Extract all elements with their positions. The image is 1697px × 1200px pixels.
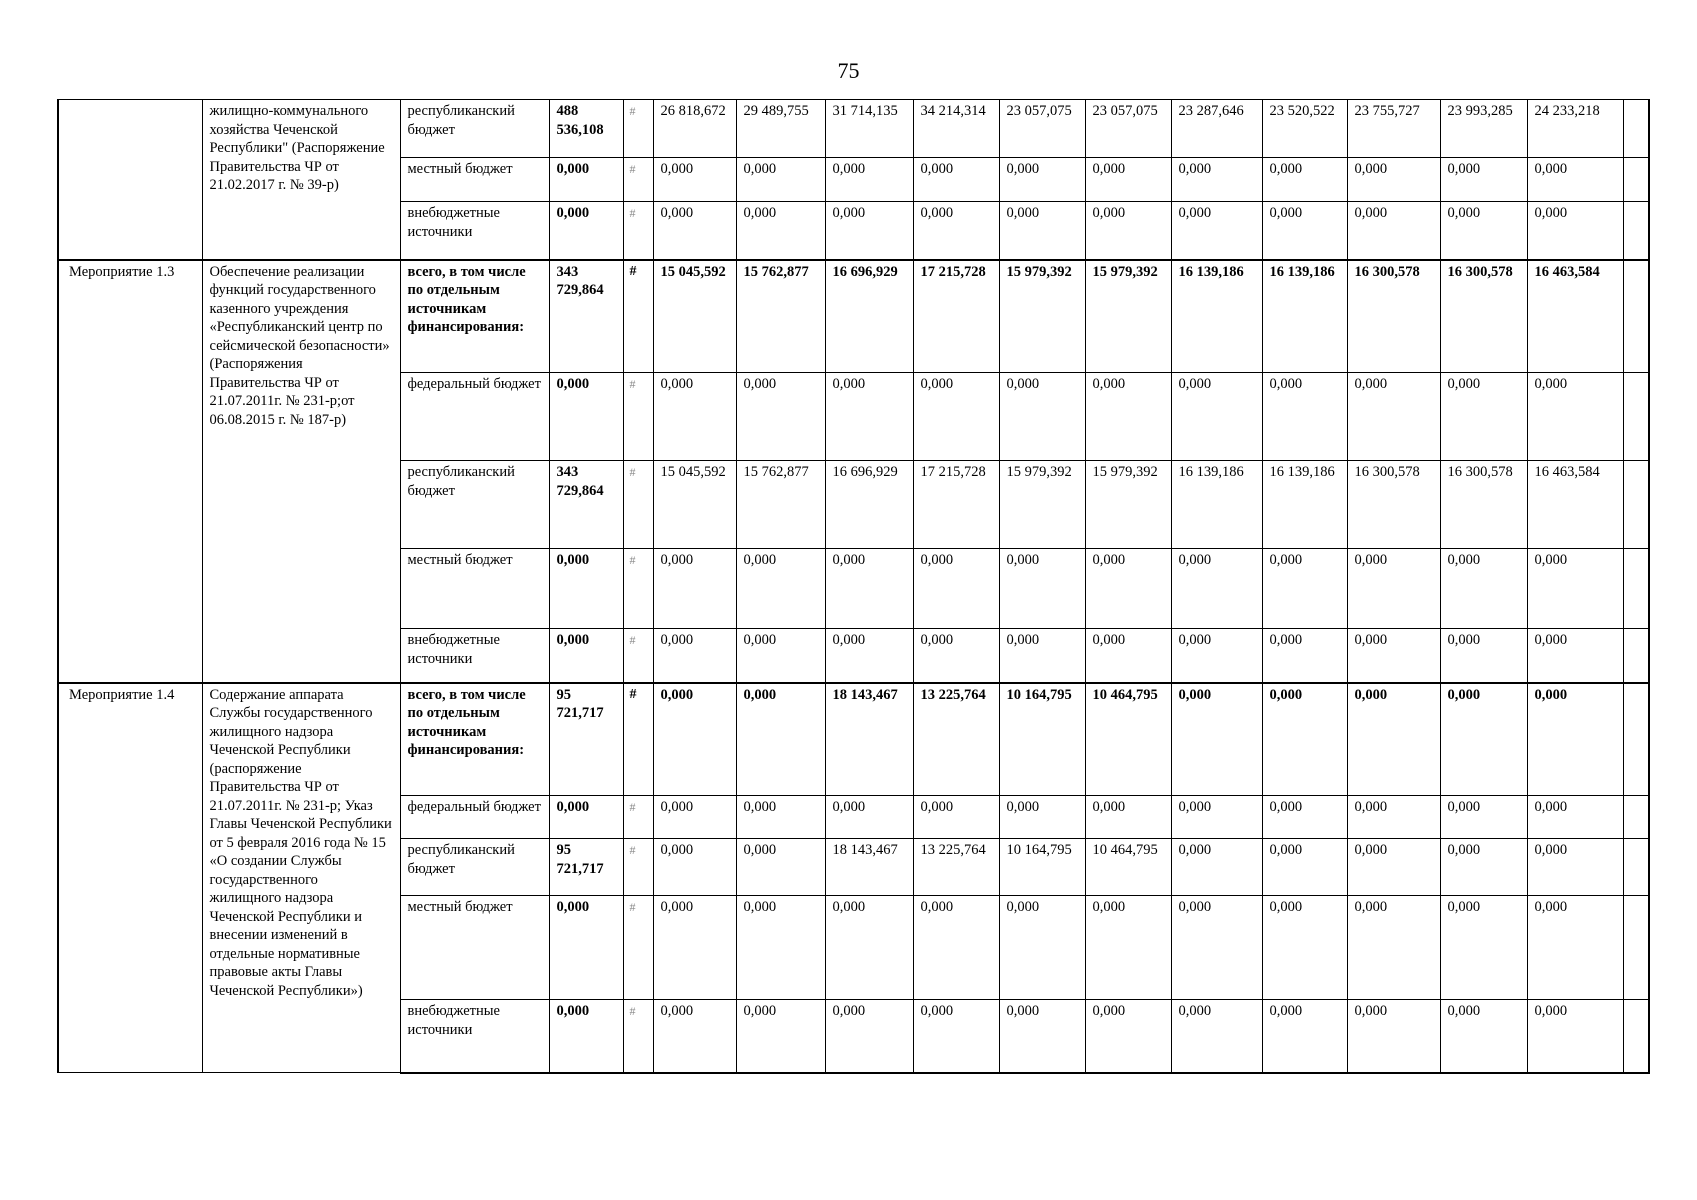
- description-cell: жилищно-коммунального хозяйства Чеченской Республики" (Распоряжение Правительства ЧР от 21.02.2017 г. № 39-р): [202, 100, 400, 260]
- value-cell: 0,000: [1527, 202, 1623, 260]
- value-cell: 0,000: [825, 158, 913, 202]
- value-cell: 0,000: [1085, 158, 1171, 202]
- value-cell: 0,000: [736, 1000, 825, 1073]
- hash-cell: #: [623, 796, 653, 839]
- value-cell: 23 287,646: [1171, 100, 1262, 158]
- empty-cell: [1623, 629, 1649, 683]
- value-cell: 16 300,578: [1347, 260, 1440, 373]
- value-cell: 0,000: [1347, 1000, 1440, 1073]
- total-cell: 0,000: [549, 373, 623, 461]
- value-cell: 23 057,075: [999, 100, 1085, 158]
- value-cell: 0,000: [913, 549, 999, 629]
- value-cell: 0,000: [1347, 202, 1440, 260]
- value-cell: 0,000: [999, 896, 1085, 1000]
- value-cell: 0,000: [1440, 373, 1527, 461]
- value-cell: 0,000: [736, 373, 825, 461]
- source-cell: федеральный бюджет: [400, 796, 549, 839]
- source-cell: республиканский бюджет: [400, 839, 549, 896]
- value-cell: 0,000: [1171, 683, 1262, 796]
- value-cell: 0,000: [825, 549, 913, 629]
- value-cell: 0,000: [1171, 839, 1262, 896]
- value-cell: 0,000: [1527, 796, 1623, 839]
- value-cell: 16 300,578: [1440, 260, 1527, 373]
- value-cell: 0,000: [1527, 158, 1623, 202]
- value-cell: 0,000: [999, 202, 1085, 260]
- value-cell: 0,000: [1085, 1000, 1171, 1073]
- value-cell: 15 762,877: [736, 260, 825, 373]
- value-cell: 10 164,795: [999, 839, 1085, 896]
- value-cell: 0,000: [999, 158, 1085, 202]
- source-cell: внебюджетные источники: [400, 202, 549, 260]
- value-cell: 15 762,877: [736, 461, 825, 549]
- value-cell: 0,000: [653, 1000, 736, 1073]
- value-cell: 0,000: [1347, 549, 1440, 629]
- total-cell: 0,000: [549, 629, 623, 683]
- value-cell: 15 979,392: [999, 461, 1085, 549]
- value-cell: 0,000: [653, 373, 736, 461]
- hash-cell: #: [623, 202, 653, 260]
- value-cell: 0,000: [1440, 202, 1527, 260]
- empty-cell: [1623, 1000, 1649, 1073]
- value-cell: 0,000: [1171, 158, 1262, 202]
- value-cell: 0,000: [999, 373, 1085, 461]
- empty-cell: [1623, 896, 1649, 1000]
- source-cell: всего, в том числе по отдельным источникам финансирования:: [400, 260, 549, 373]
- empty-cell: [1623, 373, 1649, 461]
- value-cell: 18 143,467: [825, 683, 913, 796]
- value-cell: 0,000: [1440, 629, 1527, 683]
- total-cell: 0,000: [549, 1000, 623, 1073]
- value-cell: 0,000: [1171, 373, 1262, 461]
- value-cell: 0,000: [1527, 896, 1623, 1000]
- empty-cell: [1623, 549, 1649, 629]
- value-cell: 13 225,764: [913, 683, 999, 796]
- value-cell: 0,000: [1171, 796, 1262, 839]
- empty-cell: [1623, 158, 1649, 202]
- value-cell: 16 139,186: [1262, 461, 1347, 549]
- table-row: [58, 100, 1649, 158]
- value-cell: 0,000: [1527, 1000, 1623, 1073]
- value-cell: 0,000: [1171, 202, 1262, 260]
- value-cell: 0,000: [1085, 549, 1171, 629]
- hash-cell: #: [623, 100, 653, 158]
- value-cell: 0,000: [1171, 629, 1262, 683]
- value-cell: 0,000: [1347, 896, 1440, 1000]
- value-cell: 0,000: [1262, 629, 1347, 683]
- value-cell: 31 714,135: [825, 100, 913, 158]
- value-cell: 23 057,075: [1085, 100, 1171, 158]
- total-cell: 0,000: [549, 796, 623, 839]
- value-cell: 0,000: [1347, 839, 1440, 896]
- value-cell: 0,000: [1347, 158, 1440, 202]
- value-cell: 0,000: [1085, 373, 1171, 461]
- value-cell: 0,000: [1347, 373, 1440, 461]
- source-cell: всего, в том числе по отдельным источникам финансирования:: [400, 683, 549, 796]
- hash-cell: #: [623, 373, 653, 461]
- empty-cell: [1623, 202, 1649, 260]
- value-cell: 0,000: [1262, 158, 1347, 202]
- value-cell: 0,000: [736, 158, 825, 202]
- value-cell: 0,000: [1527, 373, 1623, 461]
- value-cell: 0,000: [1440, 839, 1527, 896]
- value-cell: 0,000: [825, 1000, 913, 1073]
- value-cell: 15 045,592: [653, 260, 736, 373]
- value-cell: 15 979,392: [1085, 461, 1171, 549]
- source-cell: местный бюджет: [400, 549, 549, 629]
- description-cell: Содержание аппарата Службы государственного жилищного надзора Чеченской Республики (распоряжение Правительства ЧР от 21.07.2011г. № 231-р; Указ Главы Чеченской Республики от 5 февраля 2016 года № 15 «О создании Службы государственного жилищного надзора Чеченской Республики и внесении изменений в отдельные нормативные правовые акты Главы Чеченской Республики»): [202, 683, 400, 1073]
- value-cell: 0,000: [736, 629, 825, 683]
- value-cell: 23 755,727: [1347, 100, 1440, 158]
- value-cell: 23 993,285: [1440, 100, 1527, 158]
- total-cell: 95 721,717: [549, 839, 623, 896]
- value-cell: 0,000: [913, 202, 999, 260]
- source-cell: местный бюджет: [400, 158, 549, 202]
- value-cell: 0,000: [1262, 202, 1347, 260]
- value-cell: 0,000: [825, 896, 913, 1000]
- value-cell: 0,000: [1262, 896, 1347, 1000]
- value-cell: 24 233,218: [1527, 100, 1623, 158]
- value-cell: 0,000: [999, 796, 1085, 839]
- value-cell: 0,000: [1085, 202, 1171, 260]
- value-cell: 0,000: [1440, 896, 1527, 1000]
- value-cell: 10 164,795: [999, 683, 1085, 796]
- value-cell: 0,000: [1262, 796, 1347, 839]
- value-cell: 15 979,392: [1085, 260, 1171, 373]
- source-cell: внебюджетные источники: [400, 629, 549, 683]
- hash-cell: #: [623, 549, 653, 629]
- source-cell: федеральный бюджет: [400, 373, 549, 461]
- value-cell: 0,000: [736, 839, 825, 896]
- value-cell: 0,000: [736, 796, 825, 839]
- value-cell: 0,000: [653, 839, 736, 896]
- value-cell: 16 463,584: [1527, 461, 1623, 549]
- value-cell: 0,000: [999, 1000, 1085, 1073]
- table-row: [58, 260, 1649, 373]
- value-cell: 0,000: [653, 202, 736, 260]
- value-cell: 0,000: [653, 796, 736, 839]
- value-cell: 0,000: [653, 629, 736, 683]
- hash-cell: #: [623, 896, 653, 1000]
- value-cell: 0,000: [1347, 683, 1440, 796]
- value-cell: 0,000: [1085, 796, 1171, 839]
- empty-cell: [1623, 796, 1649, 839]
- value-cell: 17 215,728: [913, 260, 999, 373]
- value-cell: 29 489,755: [736, 100, 825, 158]
- value-cell: 0,000: [913, 158, 999, 202]
- value-cell: 0,000: [913, 796, 999, 839]
- hash-cell: #: [623, 839, 653, 896]
- value-cell: 0,000: [1347, 796, 1440, 839]
- value-cell: 0,000: [1171, 896, 1262, 1000]
- value-cell: 0,000: [1440, 158, 1527, 202]
- value-cell: 0,000: [913, 896, 999, 1000]
- hash-cell: #: [623, 683, 653, 796]
- value-cell: 0,000: [1262, 839, 1347, 896]
- value-cell: 0,000: [1527, 629, 1623, 683]
- value-cell: 0,000: [825, 629, 913, 683]
- value-cell: 0,000: [999, 629, 1085, 683]
- value-cell: 0,000: [1171, 1000, 1262, 1073]
- value-cell: 16 463,584: [1527, 260, 1623, 373]
- value-cell: 15 045,592: [653, 461, 736, 549]
- value-cell: 0,000: [736, 202, 825, 260]
- event-cell: Мероприятие 1.4: [58, 683, 202, 1073]
- total-cell: 0,000: [549, 202, 623, 260]
- value-cell: 0,000: [1527, 683, 1623, 796]
- value-cell: 0,000: [999, 549, 1085, 629]
- value-cell: 16 139,186: [1171, 260, 1262, 373]
- value-cell: 0,000: [653, 158, 736, 202]
- total-cell: 0,000: [549, 549, 623, 629]
- total-cell: 0,000: [549, 896, 623, 1000]
- value-cell: 15 979,392: [999, 260, 1085, 373]
- value-cell: 0,000: [1527, 839, 1623, 896]
- value-cell: 10 464,795: [1085, 683, 1171, 796]
- source-cell: республиканский бюджет: [400, 461, 549, 549]
- empty-cell: [1623, 260, 1649, 373]
- value-cell: 0,000: [1440, 549, 1527, 629]
- value-cell: 10 464,795: [1085, 839, 1171, 896]
- value-cell: 0,000: [653, 549, 736, 629]
- value-cell: 0,000: [653, 896, 736, 1000]
- value-cell: 0,000: [736, 549, 825, 629]
- value-cell: 0,000: [1085, 896, 1171, 1000]
- table-row: [58, 683, 1649, 796]
- event-cell: [58, 100, 202, 260]
- event-cell: Мероприятие 1.3: [58, 260, 202, 683]
- hash-cell: #: [623, 461, 653, 549]
- total-cell: 488 536,108: [549, 100, 623, 158]
- value-cell: 16 139,186: [1171, 461, 1262, 549]
- value-cell: 0,000: [736, 683, 825, 796]
- value-cell: 0,000: [825, 202, 913, 260]
- value-cell: 16 300,578: [1347, 461, 1440, 549]
- empty-cell: [1623, 839, 1649, 896]
- value-cell: 0,000: [1347, 629, 1440, 683]
- empty-cell: [1623, 100, 1649, 158]
- value-cell: 0,000: [736, 896, 825, 1000]
- page-number: 75: [837, 58, 860, 83]
- source-cell: местный бюджет: [400, 896, 549, 1000]
- value-cell: 23 520,522: [1262, 100, 1347, 158]
- empty-cell: [1623, 683, 1649, 796]
- empty-cell: [1623, 461, 1649, 549]
- value-cell: 16 139,186: [1262, 260, 1347, 373]
- budget-table: [57, 99, 1650, 1074]
- value-cell: 13 225,764: [913, 839, 999, 896]
- value-cell: 0,000: [1085, 629, 1171, 683]
- description-cell: Обеспечение реализации функций государственного казенного учреждения «Республиканский центр по сейсмической безопасности» (Распоряжения Правительства ЧР от 21.07.2011г. № 231-р;от 06.08.2015 г. № 187-р): [202, 260, 400, 683]
- value-cell: 18 143,467: [825, 839, 913, 896]
- value-cell: 0,000: [913, 629, 999, 683]
- hash-cell: #: [623, 1000, 653, 1073]
- value-cell: 17 215,728: [913, 461, 999, 549]
- hash-cell: #: [623, 629, 653, 683]
- value-cell: 16 696,929: [825, 260, 913, 373]
- source-cell: республиканский бюджет: [400, 100, 549, 158]
- value-cell: 0,000: [1262, 1000, 1347, 1073]
- value-cell: 0,000: [825, 373, 913, 461]
- total-cell: 0,000: [549, 158, 623, 202]
- value-cell: 0,000: [1262, 683, 1347, 796]
- value-cell: 0,000: [1440, 1000, 1527, 1073]
- value-cell: 0,000: [825, 796, 913, 839]
- total-cell: 95 721,717: [549, 683, 623, 796]
- value-cell: 0,000: [913, 1000, 999, 1073]
- value-cell: 26 818,672: [653, 100, 736, 158]
- hash-cell: #: [623, 158, 653, 202]
- value-cell: 0,000: [1527, 549, 1623, 629]
- value-cell: 0,000: [913, 373, 999, 461]
- value-cell: 16 696,929: [825, 461, 913, 549]
- hash-cell: #: [623, 260, 653, 373]
- total-cell: 343 729,864: [549, 461, 623, 549]
- total-cell: 343 729,864: [549, 260, 623, 373]
- value-cell: 16 300,578: [1440, 461, 1527, 549]
- value-cell: 34 214,314: [913, 100, 999, 158]
- value-cell: 0,000: [653, 683, 736, 796]
- value-cell: 0,000: [1440, 683, 1527, 796]
- source-cell: внебюджетные источники: [400, 1000, 549, 1073]
- value-cell: 0,000: [1440, 796, 1527, 839]
- value-cell: 0,000: [1262, 373, 1347, 461]
- value-cell: 0,000: [1171, 549, 1262, 629]
- value-cell: 0,000: [1262, 549, 1347, 629]
